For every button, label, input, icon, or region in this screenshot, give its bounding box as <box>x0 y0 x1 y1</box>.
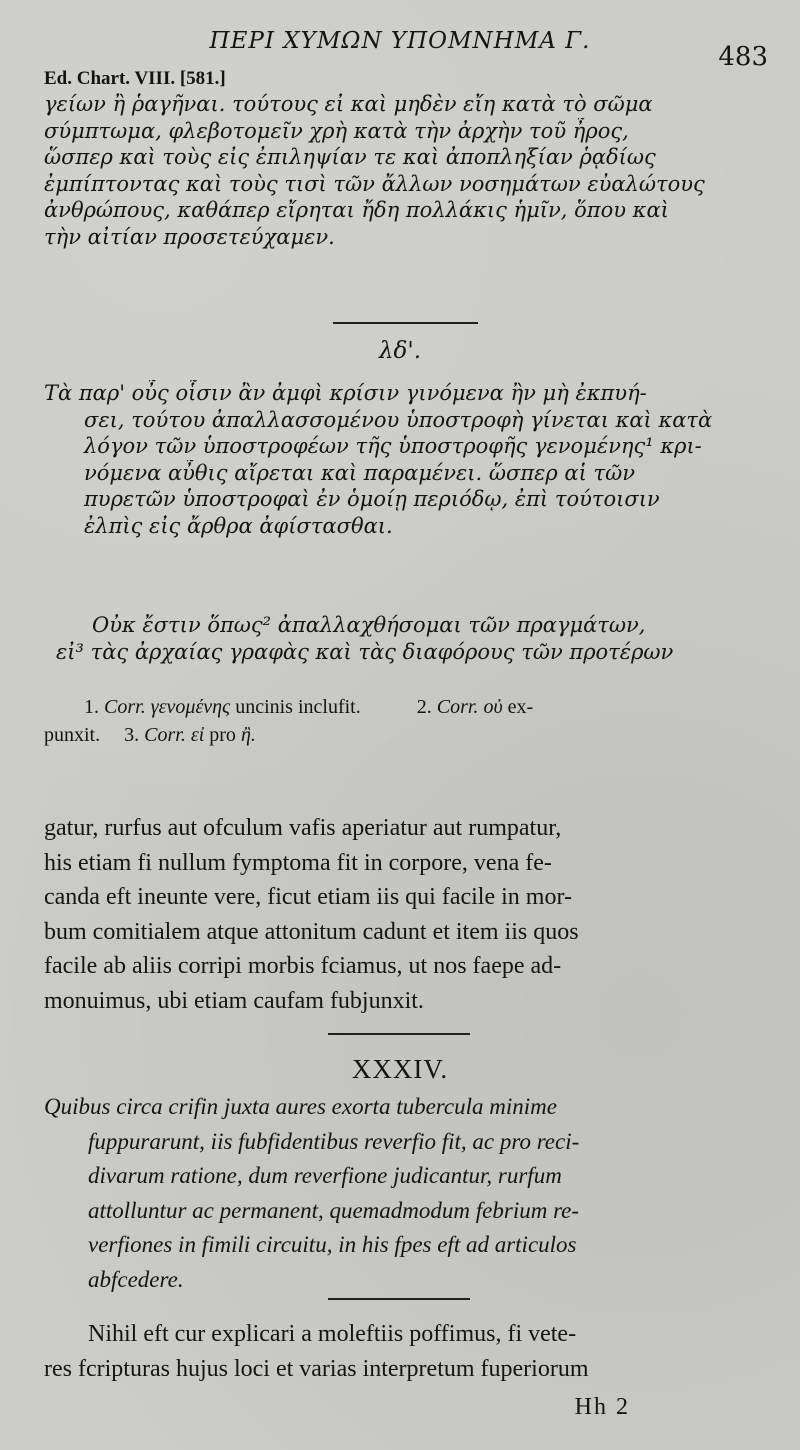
footnote-greek-word: οὐ <box>483 696 503 718</box>
footnote-text: punxit. <box>44 724 101 746</box>
text-line: ἀνθρώπους, καθάπερ εἴρηται ἤδη πολλάκις ἡμῖν, ὅπου καὶ <box>44 198 669 222</box>
latin-commentary <box>44 1318 764 1387</box>
footnote-corr: Corr. <box>104 696 146 718</box>
text-line: Οὐκ ἔστιν ὅπως² ἀπαλλαχθήσομαι τῶν πραγμάτων, <box>92 613 646 637</box>
footnote-greek-word: γενομένης <box>150 696 231 718</box>
text-line: ἐμπίπτοντας καὶ τοὺς τισὶ τῶν ἄλλων νοσημάτων εὐαλώτους <box>44 171 705 196</box>
footnote-number: 1. <box>84 696 99 718</box>
edition-reference: Ed. Chart. VIII. [581.] <box>44 68 226 89</box>
text-line: πυρετῶν ὑποστροφαὶ ἐν ὁμοίῃ περιόδῳ, ἐπὶ τούτοισιν <box>84 487 660 511</box>
text-line: canda eft ineunte vere, ficut etiam iis qui facile in mor- <box>44 884 572 910</box>
latin-commentary-continuation <box>44 812 764 1019</box>
footnote-line <box>44 721 764 749</box>
text-line: σύμπτωμα, φλεβοτομεῖν χρὴ κατὰ τὴν ἀρχὴν τοῦ ἦρος, <box>44 118 629 143</box>
footnotes <box>44 693 764 749</box>
footnote-number: 2. <box>416 696 432 718</box>
text-line: gatur, rurfus aut ofculum vafis aperiatur aut rumpatur, <box>44 815 562 841</box>
signature-mark: Hh 2 <box>574 1394 630 1420</box>
text-line: fuppurarunt, iis fubfidentibus reverfio fit, ac pro reci- <box>88 1128 580 1154</box>
text-line: bum comitialem atque attonitum cadunt et item iis quos <box>44 918 579 945</box>
text-line: σει, τούτου ἀπαλλασσομένου ὑποστροφὴ γίνεται καὶ κατὰ <box>84 407 713 432</box>
text-line: ὥσπερ καὶ τοὺς εἰς ἐπιληψίαν τε καὶ ἀποπληξίαν ῥᾳδίως <box>44 145 656 169</box>
footnote-text: ex- <box>507 696 534 718</box>
text-line: τὴν αἰτίαν προσετεύχαμεν. <box>44 224 335 249</box>
text-line: attolluntur ac permanent, quemadmodum febrium re- <box>88 1197 580 1223</box>
section-divider <box>328 1298 470 1300</box>
footnote-line <box>44 693 764 721</box>
text-line: abfcedere. <box>88 1266 184 1292</box>
footnote-text: pro <box>209 724 236 746</box>
running-header-title: ΠΕΡΙ ΧΥΜΩΝ ΥΠΟΜΝΗΜΑ Γ. <box>209 28 591 54</box>
greek-commentary-continuation <box>44 91 764 250</box>
footnote-corr: Corr. <box>436 696 479 718</box>
text-line: ἐλπὶς εἰς ἄρθρα ἀφίστασθαι. <box>84 513 393 538</box>
text-line: Quibus circa crifin juxta aures exorta tubercula minime <box>44 1094 557 1119</box>
footnote-corr: Corr. <box>144 724 186 746</box>
latin-aphorism <box>44 1090 764 1297</box>
section-divider <box>328 1033 470 1035</box>
text-line: his etiam fi nullum fymptoma fit in corpore, vena fe- <box>44 849 552 876</box>
text-line: εἰ³ τὰς ἀρχαίας γραφὰς καὶ τὰς διαφόρους τῶν προτέρων <box>56 639 674 664</box>
text-line: divarum ratione, dum reverfione judicantur, rurfum <box>88 1163 562 1188</box>
text-line: Nihil eft cur explicari a moleftiis poffimus, fi vete- <box>88 1321 577 1347</box>
text-line: verfiones in fimili circuitu, in his fpes eft ad articulos <box>88 1232 577 1257</box>
text-line: monuimus, ubi etiam caufam fubjunxit. <box>44 987 424 1014</box>
text-line: Τὰ παρ' οὖς οἷσιν ἂν ἀμφὶ κρίσιν γινόμενα ἢν μὴ ἐκπυή- <box>44 381 647 405</box>
text-line: γείων ἢ ῥαγῆναι. τούτους εἰ καὶ μηδὲν εἴη κατὰ τὸ σῶμα <box>44 92 653 116</box>
text-line: λόγον τῶν ὑποστροφέων τῆς ὑποστροφῆς γενομένης¹ κρι- <box>84 434 702 458</box>
footnote-greek-word: εἰ <box>190 724 205 746</box>
footnote-number: 3. <box>124 724 140 746</box>
page-number: 483 <box>718 42 768 72</box>
section-divider <box>333 322 478 324</box>
greek-section-number: λδ'. <box>378 338 422 364</box>
text-line: res fcripturas hujus loci et varias interpretum fuperiorum <box>44 1355 589 1382</box>
text-line: νόμενα αὖθις αἴρεται καὶ παραμένει. ὥσπερ αἱ τῶν <box>84 460 636 485</box>
greek-aphorism <box>44 380 764 539</box>
footnote-text: uncinis inclufit. <box>235 696 361 718</box>
text-line: facile ab aliis corripi morbis fciamus, ut nos faepe ad- <box>44 953 562 979</box>
latin-section-number: XXXIV. <box>351 1054 449 1084</box>
footnote-greek-word: ἢ. <box>240 724 256 746</box>
greek-commentary <box>44 612 764 665</box>
